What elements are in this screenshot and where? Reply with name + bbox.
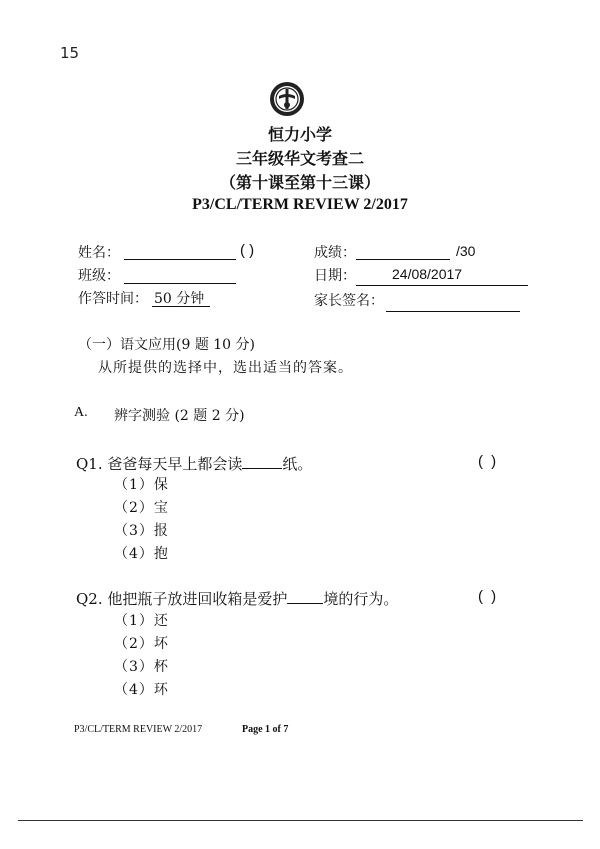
question-2-option-4: （4）环 [114,682,169,698]
parent-signature-line [386,311,520,312]
question-2-option-1: （1）还 [114,613,169,629]
exam-code: P3/CL/TERM REVIEW 2/2017 [192,196,408,213]
time-underline [152,306,210,307]
question-1-text-after: 纸。 [282,455,313,473]
time-value: 50 分钟 [154,291,205,307]
question-1-option-1: （1）保 [114,477,169,493]
question-1 [76,453,312,474]
question-2-number: Q2. [76,590,103,608]
question-1-option-4: （4）抱 [114,546,169,562]
name-label: 姓名： [78,245,120,261]
scan-edge-line [18,820,583,821]
question-1-text-before: 爸爸每天早上都会读 [107,455,243,473]
score-total: /30 [456,243,476,259]
part-a-letter: A. [74,405,88,420]
question-2-text-before: 他把瓶子放进回收箱是爱护 [107,590,288,608]
footer-page-number: Page 1 of 7 [242,724,289,735]
parent-signature-label: 家长签名： [314,293,384,309]
question-1-option-3: （3）报 [114,523,169,539]
page-number-mark: 15 [60,44,80,62]
exam-title: 三年级华文考查二 [235,149,364,168]
part-a-title: 辨字测验 (2 题 2 分) [114,408,245,424]
school-crest-logo [269,80,305,118]
question-2-option-2: （2）坏 [114,636,169,652]
question-1-answer-parens[interactable]: ( ) [478,453,499,470]
date-field-line [356,285,528,286]
question-2-text-after: 境的行为。 [323,590,399,608]
class-field-line [124,283,236,284]
time-label: 作答时间： [78,291,148,307]
question-2 [76,588,398,609]
section-instruction: 从所提供的选择中，选出适当的答案。 [98,360,353,376]
question-1-number: Q1. [76,455,103,473]
question-2-answer-parens[interactable]: ( ) [478,588,499,605]
name-field-line [124,259,236,260]
score-field-line [356,259,450,260]
school-name: 恒力小学 [267,125,332,144]
question-1-blank[interactable] [242,468,282,469]
question-2-blank[interactable] [287,603,323,604]
lesson-range: （第十课至第十三课） [219,173,380,192]
question-1-option-2: （2）宝 [114,500,169,516]
question-2-option-3: （3）杯 [114,659,169,675]
date-value: 24/08/2017 [392,266,463,282]
class-label: 班级： [78,268,120,284]
score-label: 成绩： [314,245,356,261]
footer-code: P3/CL/TERM REVIEW 2/2017 [74,724,203,735]
date-label: 日期： [314,268,356,284]
section-heading: （一）语文应用(9 题 10 分) [78,337,255,353]
class-number-parens: ( ) [240,242,255,259]
